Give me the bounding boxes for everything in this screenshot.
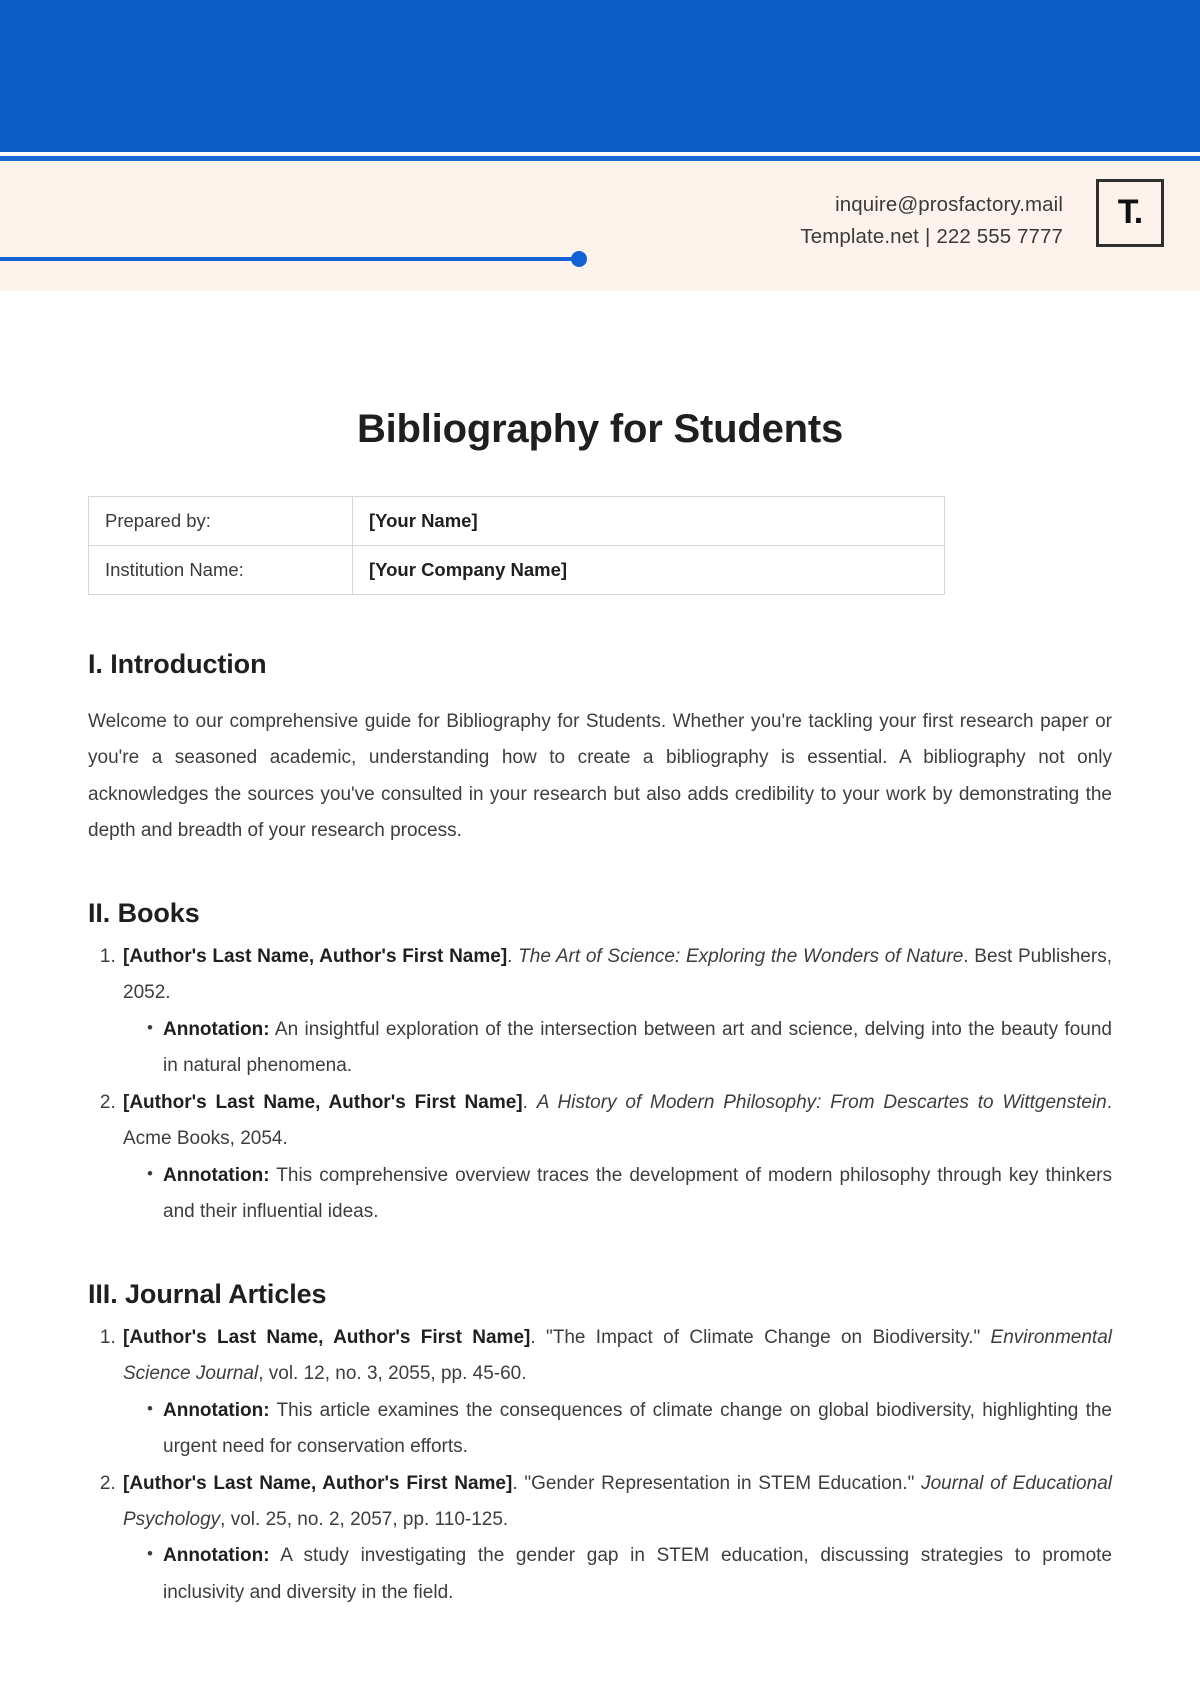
article-author-suffix: . [530, 1326, 546, 1348]
book-title: The Art of Science: Exploring the Wonders of Nature [518, 945, 964, 967]
article-journal: Journal of Educational Psychology [123, 1472, 1112, 1530]
accent-line [0, 257, 579, 261]
article-journal: Environmental Science Journal [123, 1326, 1112, 1385]
contact-website: Template.net [800, 224, 919, 248]
contact-phone: 222 555 7777 [936, 224, 1063, 248]
book-author-suffix: . [522, 1091, 537, 1113]
annotation-label: Annotation: [163, 1018, 270, 1040]
section-heading-journal-articles: III. Journal Articles [88, 1278, 327, 1309]
book-publication: . Best Publishers, 2052. [123, 945, 1112, 1004]
institution-name-label: Institution Name: [89, 546, 353, 595]
table-row [89, 497, 945, 546]
page-title: Bibliography for Students [356, 407, 844, 451]
list-item [147, 1012, 1112, 1085]
list-item [147, 1158, 1112, 1231]
info-table [88, 496, 945, 595]
contact-info [800, 189, 1063, 253]
article-annotation-list [123, 1538, 1112, 1611]
section-heading-introduction: I. Introduction [88, 649, 267, 679]
annotation-text: A study investigating the gender gap in STEM education, discussing strategies to promote inclusivity and diversity in the field. [163, 1545, 1112, 1603]
list-item [121, 1466, 1112, 1612]
contact-site-phone [800, 221, 1063, 253]
accent-dot [571, 251, 587, 267]
contact-separator: | [924, 224, 931, 248]
prepared-by-value[interactable]: [Your Name] [353, 497, 945, 546]
book-annotation-list [123, 1012, 1112, 1085]
info-table-body [89, 497, 945, 595]
article-author-suffix: . [512, 1472, 525, 1494]
header-blue-band [0, 0, 1200, 152]
book-author-suffix: . [507, 945, 519, 967]
template-net-logo [1096, 179, 1164, 247]
page-content [0, 407, 1200, 1611]
logo-t-dot-icon: T. [1117, 193, 1143, 231]
introduction-paragraph: Welcome to our comprehensive guide for Bibliography for Students. Whether you're tackling your first research paper or you're a seasoned academic, understanding how to create a bibliography is essential. A bibliography not only acknowledges the sources you've consulted in your research but also adds credibility to your work by demonstrating the depth and breadth of your research process. [88, 711, 1112, 842]
contact-email: inquire@prosfactory.mail [835, 193, 1063, 216]
article-author: [Author's Last Name, Author's First Name] [123, 1326, 531, 1348]
article-title: "The Impact of Climate Change on Biodiversity." [545, 1326, 991, 1348]
book-publication: . Acme Books, 2054. [123, 1091, 1112, 1150]
annotation-label: Annotation: [163, 1399, 270, 1421]
annotation-text: This comprehensive overview traces the development of modern philosophy through key thinkers and their influential ideas. [163, 1164, 1112, 1223]
article-author: [Author's Last Name, Author's First Name] [123, 1472, 513, 1494]
document-header [0, 0, 1200, 291]
book-author: [Author's Last Name, Author's First Name] [123, 945, 508, 967]
annotation-text: An insightful exploration of the intersection between art and science, delving into the beauty found in natural phenomena. [163, 1018, 1112, 1077]
article-title: "Gender Representation in STEM Education." [524, 1472, 922, 1494]
annotation-text: This article examines the consequences of climate change on global biodiversity, highlighting the urgent need for conservation efforts. [163, 1399, 1112, 1458]
header-contact-strip [0, 161, 1200, 291]
book-title: A History of Modern Philosophy: From Descartes to Wittgenstein [536, 1091, 1107, 1113]
annotation-label: Annotation: [163, 1164, 270, 1186]
list-item [147, 1538, 1112, 1611]
section-heading-books: II. Books [88, 897, 200, 928]
list-item [121, 1085, 1112, 1231]
list-item [121, 1320, 1112, 1466]
article-publication: , vol. 12, no. 3, 2055, pp. 45-60. [258, 1363, 527, 1385]
books-list [88, 939, 1112, 1231]
article-publication: , vol. 25, no. 2, 2057, pp. 110-125. [220, 1508, 509, 1530]
table-row [89, 546, 945, 595]
article-annotation-list [123, 1393, 1112, 1466]
prepared-by-label: Prepared by: [89, 497, 353, 546]
list-item [121, 939, 1112, 1085]
list-item [147, 1393, 1112, 1466]
institution-name-value[interactable]: [Your Company Name] [353, 546, 945, 595]
book-author: [Author's Last Name, Author's First Name] [123, 1091, 523, 1113]
annotation-label: Annotation: [163, 1545, 270, 1567]
book-annotation-list [123, 1158, 1112, 1231]
journal-articles-list [88, 1320, 1112, 1612]
